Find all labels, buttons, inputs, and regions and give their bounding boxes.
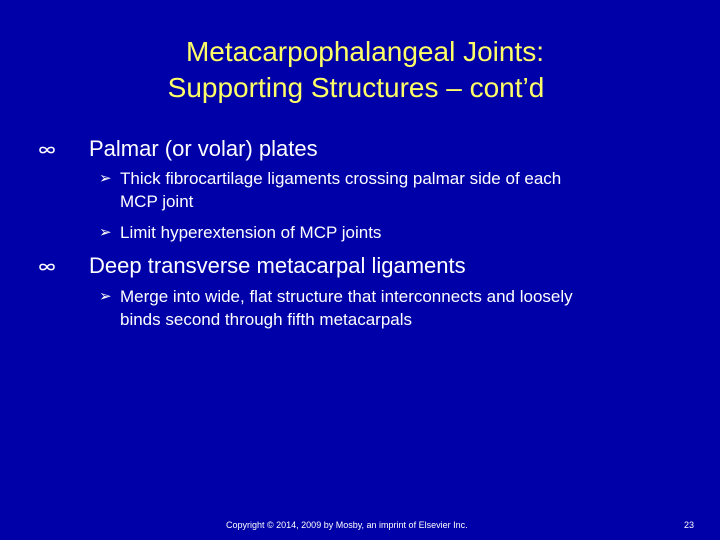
arrow-bullet-icon: ➢: [99, 224, 112, 241]
arrow-bullet-icon: ➢: [99, 288, 112, 305]
sub-bullet-line: Thick fibrocartilage ligaments crossing palmar side of each: [120, 169, 562, 188]
sub-bullet-line: MCP joint: [120, 192, 194, 211]
bullet-palmar-plates: Palmar (or volar) plates: [89, 136, 318, 161]
arrow-bullet-icon: ➢: [99, 170, 112, 187]
infinity-bullet-icon: [38, 145, 56, 155]
infinity-bullet-icon: [38, 262, 56, 272]
sub-bullet-hyperextension: Limit hyperextension of MCP joints: [120, 223, 382, 242]
title-line-2: Supporting Structures – cont’d: [167, 72, 545, 103]
sub-bullet-line: binds second through fifth metacarpals: [120, 310, 413, 329]
sub-bullet-fibrocartilage: [120, 167, 561, 213]
title-line-1: Metacarpophalangeal Joints:: [185, 36, 544, 67]
sub-bullet-merge: [120, 285, 573, 331]
copyright-footer: Copyright © 2014, 2009 by Mosby, an imprint of Elsevier Inc.: [226, 520, 468, 530]
bullet-deep-transverse: Deep transverse metacarpal ligaments: [89, 253, 466, 278]
sub-bullet-line: Merge into wide, flat structure that interconnects and loosely: [120, 287, 573, 306]
page-number: 23: [684, 520, 695, 530]
slide-title: [0, 34, 720, 106]
